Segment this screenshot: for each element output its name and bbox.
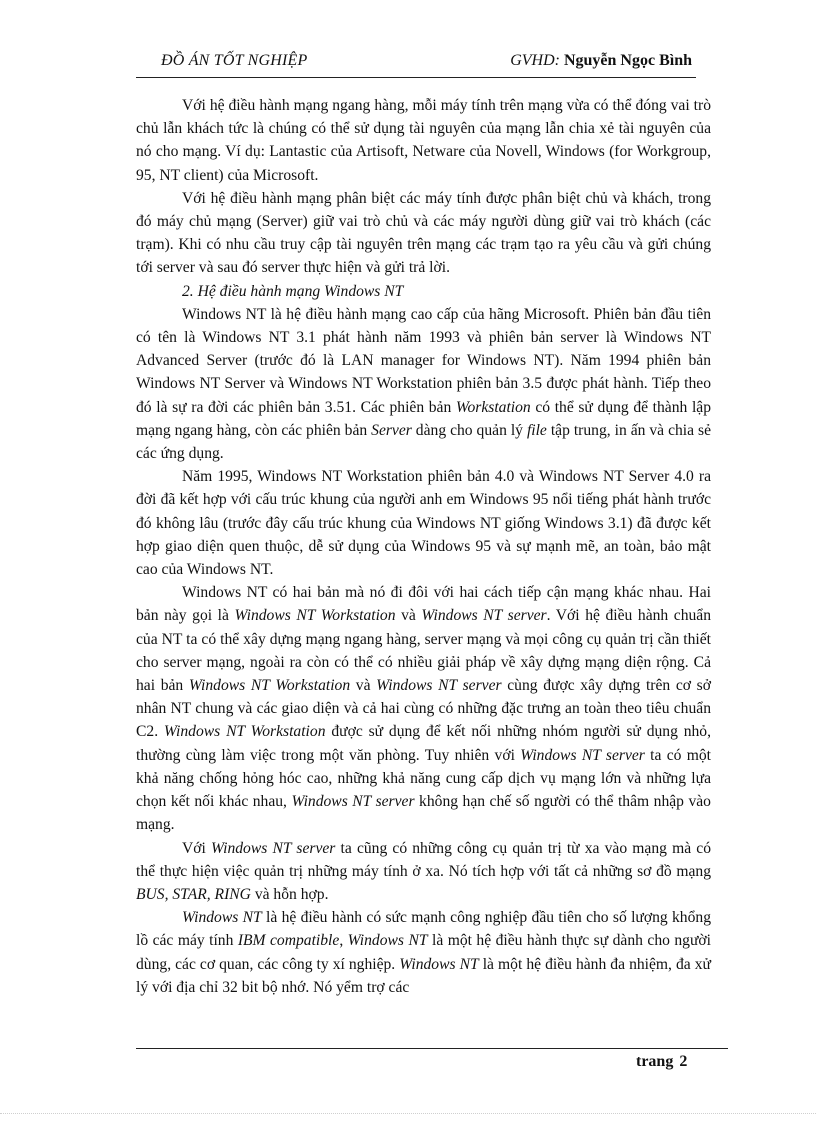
italic-run: BUS, STAR, RING [136,885,251,903]
text-run: và [395,607,422,625]
paragraph-remote-admin [136,837,711,907]
text-run: Windows NT có hai bản mà nó đi đôi với hai cách tiếp cận mạng khác nhau. Hai bản này gọi là [136,584,711,625]
text-run: và [350,677,377,695]
body-text [136,94,711,999]
text-run: dàng cho quản lý [411,421,527,439]
text-run: không hạn chế số người có thể thâm nhập vào mạng. [136,793,711,834]
page-number: 2 [679,1053,688,1070]
paragraph-peer-to-peer: Với hệ điều hành mạng ngang hàng, mỗi máy tính trên mạng vừa có thể đóng vai trò chủ lẫn khách tức là chúng có thể sử dụng tài nguyên của mạng lẫn chia xẻ tài nguyên của nó cho mạng. Ví dụ: Lantastic của Artisoft, Netware của Novell, Windows (for Workgroup, 95, NT client) của Microsoft. [136,97,711,184]
italic-run: file [526,421,547,439]
italic-run: Windows NT Workstation [163,723,326,741]
italic-run: Windows NT server [421,607,547,625]
footer-divider [136,1048,728,1049]
italic-run: Windows NT [399,955,479,973]
italic-run: Windows NT server [211,839,336,857]
italic-run: Windows NT [182,909,262,927]
text-run: tập trung, in ấn và chia sẻ các ứng dụng. [136,421,711,463]
text-run: có thể sử dụng để thành lập mạng ngang hàng, còn các phiên bản [136,398,711,439]
text-run: và hỗn hợp. [250,885,329,903]
text-run: ta cũng có những công cụ quản trị từ xa vào mạng mà có thể thực hiện việc quản trị những máy tính ở xa. Nó tích hợp với tất cả những sơ đồ mạng [136,839,711,880]
italic-run: Workstation [455,398,531,416]
page-footer [636,1053,693,1071]
text-run: là một hệ điều hành đa nhiệm, đa xử lý với địa chỉ 32 bit bộ nhớ. Nó yểm trợ các [136,955,711,996]
text-run: Với [182,839,211,857]
italic-run: Server [371,421,412,439]
italic-run: Windows NT Workstation [188,677,351,695]
text-run: Windows NT là hệ điều hành mạng cao cấp của hãng Microsoft. Phiên bản đầu tiên có tên là Windows NT 3.1 phát hành năm 1993 và phiên bản server là Windows NT Advanced Server (trước đó là LAN manager for Windows NT). Năm 1994 phiên bản Windows NT Server và Windows NT Workstation phiên bản 3.5 được phát hành. Tiếp theo đó là sự ra đời các phiên bản 3.51. Các phiên bản [136,305,711,416]
header-supervisor [510,52,692,70]
text-run: , [339,932,348,950]
paragraph-two-editions [136,581,711,836]
page-label: trang [636,1053,674,1070]
italic-run: IBM compatible [237,932,340,950]
text-run: . Với hệ điều hành chuẩn của NT ta có thể xây dựng mạng ngang hàng, server mạng và mọi công cụ quản trị cần thiết cho server mạng, ngoài ra còn có thể có nhiều giải pháp về xây dựng mạng diện rộng. Cả hai bản [136,607,712,695]
page-header [136,52,696,76]
italic-run: Windows NT [347,932,428,950]
italic-run: Windows NT server [376,677,502,695]
paragraph-windows-nt-4: Năm 1995, Windows NT Workstation phiên bản 4.0 và Windows NT Server 4.0 ra đời đã kết hợp với cấu trúc khung của người anh em Windows 95 nổi tiếng phát hành trước đó không lâu (trước đây cấu trúc khung của Windows NT giống Windows 3.1) đã được kết hợp giao diện quen thuộc, dễ sử dụng của Windows 95 và sự mạnh mẽ, an toàn, bảo mật cao của Windows NT. [136,468,711,579]
section-heading: 2. Hệ điều hành mạng Windows NT [182,282,404,300]
paragraph-windows-nt-history [136,303,711,465]
italic-run: Windows NT server [291,793,415,811]
paragraph-client-server: Với hệ điều hành mạng phân biệt các máy tính được phân biệt chủ và khách, trong đó máy chủ mạng (Server) giữ vai trò chủ và các máy người dùng giữ vai trò khách (các trạm). Khi có nhu cầu truy cập tài nguyên trên mạng các trạm tạo ra yêu cầu và gửi chúng tới server và sau đó server thực hiện và gửi trả lời. [136,189,711,277]
text-run: là một hệ điều hành thực sự dành cho người dùng, các cơ quan, các công ty xí nghiệp. [136,932,711,973]
header-title: ĐỒ ÁN TỐT NGHIỆP [161,52,308,69]
paragraph-industrial-os [136,906,711,999]
italic-run: Windows NT Workstation [234,607,396,625]
header-divider [136,77,696,78]
text-run: được sử dụng để kết nối những nhóm người sử dụng nhỏ, thường cùng làm việc trong một văn phòng. Tuy nhiên với [136,723,711,764]
supervisor-name: Nguyễn Ngọc Bình [563,52,692,69]
text-run: ta có một khả năng chống hỏng hóc cao, những khả năng cung cấp dịch vụ mạng lớn và những lựa chọn kết nối khác nhau, [136,746,711,811]
italic-run: Windows NT server [520,746,645,764]
text-run: cùng được xây dựng trên cơ sở nhân NT chung và các giao diện và cả hai cùng có những đặc trưng an toàn theo tiêu chuẩn C2. [136,677,711,741]
page-bottom-border [0,1113,816,1114]
supervisor-label: GVHD: [510,52,564,69]
text-run: là hệ điều hành có sức mạnh công nghiệp đầu tiên cho số lượng khổng lồ các máy tính [136,909,711,950]
